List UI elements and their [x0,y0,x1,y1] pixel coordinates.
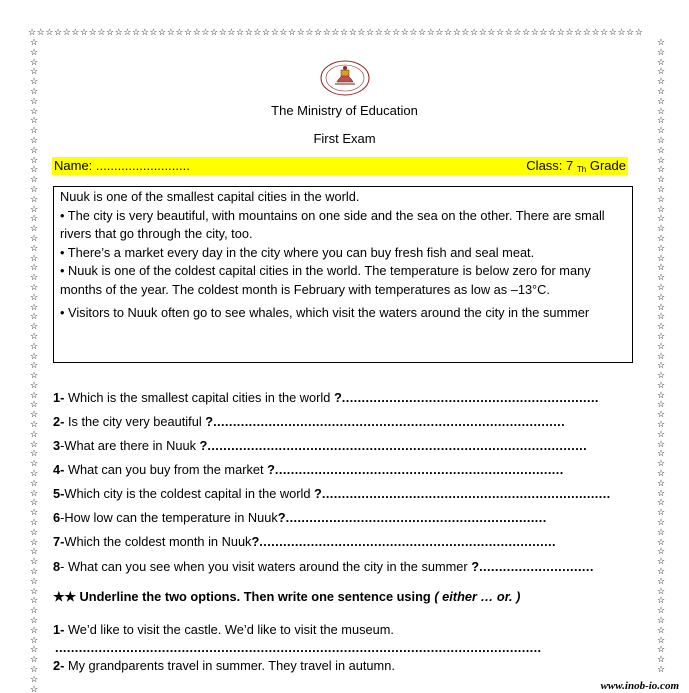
question-number: 6 [53,510,61,525]
question-4 [53,462,631,478]
exercise-item-1 [53,622,631,638]
question-text: Which city is the coldest capital in the world [64,486,315,501]
footer-watermark-url[interactable]: www.inob-io.com [600,680,679,692]
question-mark: ? [277,510,286,525]
answer-blank[interactable]: ................................................................................................ [207,438,588,453]
question-number: 1- [53,390,65,405]
question-mark: ? [251,534,260,549]
class-field [526,157,626,177]
question-mark: ? [333,390,342,405]
answer-blank[interactable]: ......................................................................... [321,486,611,501]
class-grade-word: Grade [589,158,626,173]
question-number: 4- [53,462,65,477]
exercise-text: My grandparents travel in summer. They travel in autumn. [64,658,395,673]
answer-blank[interactable]: ......................................................................................... [213,414,566,429]
exam-title: First Exam [313,131,376,146]
right-star-border: ☆ ☆ ☆ ☆ ☆ ☆ ☆ ☆ ☆ ☆ ☆ ☆ ☆ ☆ ☆ ☆ ☆ ☆ ☆ ☆ ☆ ☆ ☆ ☆ ☆ ☆ ☆ ☆ ☆ ☆ ☆ ☆ ☆ ☆ ☆ ☆ ☆ ☆ ☆ ☆ ☆ ☆ ☆ ☆ ☆ ☆ ☆ ☆ ☆ ☆ ☆ ☆ ☆ ☆ ☆ ☆ ☆ ☆ ☆ ☆ ☆ ☆ ☆ ☆ ☆ [656,38,666,674]
name-field-label: Name: .......................... [54,158,190,173]
question-6 [53,510,631,526]
student-info-bar [52,157,628,175]
answer-blank[interactable]: ................................................................. [341,390,599,405]
answer-blank[interactable]: .................................................................. [285,510,547,525]
either-or-hint: ( either … or. ) [434,589,521,604]
passage-line: Nuuk is one of the smallest capital cities in the world. [60,189,360,204]
question-text: Which the coldest month in Nuuk [64,534,252,549]
question-mark: ? [267,462,275,477]
left-star-border: ☆ ☆ ☆ ☆ ☆ ☆ ☆ ☆ ☆ ☆ ☆ ☆ ☆ ☆ ☆ ☆ ☆ ☆ ☆ ☆ ☆ ☆ ☆ ☆ ☆ ☆ ☆ ☆ ☆ ☆ ☆ ☆ ☆ ☆ ☆ ☆ ☆ ☆ ☆ ☆ ☆ ☆ ☆ ☆ ☆ ☆ ☆ ☆ ☆ ☆ ☆ ☆ ☆ ☆ ☆ ☆ ☆ ☆ ☆ ☆ ☆ ☆ ☆ ☆ ☆ ☆ ☆ [29,38,39,693]
class-label: Class: 7 [526,158,574,173]
question-number: 8 [53,559,61,574]
question-number: 7- [53,534,65,549]
question-2 [53,414,631,430]
exercise-number: 1- [53,622,65,637]
question-text: -How low can the temperature in Nuuk [60,510,278,525]
question-7 [53,534,631,550]
answer-blank[interactable]: ........................................................................................................................... [55,640,542,655]
exercise-number: 2- [53,658,65,673]
question-text: - What can you see when you visit waters around the city in the summer [60,559,472,574]
section-2-heading [53,589,520,605]
question-number: 2- [53,414,65,429]
ministry-title: The Ministry of Education [271,103,418,118]
passage-line: • The city is very beautiful, with mountains on one side and the sea on the other. There are small rivers that go through the city, too. [60,207,605,241]
question-text: What can you buy from the market [64,462,268,477]
question-3 [53,438,631,454]
exercise-text: We’d like to visit the castle. We’d like to visit the museum. [64,622,394,637]
question-mark: ? [199,438,208,453]
passage-line: • Visitors to Nuuk often go to see whales, which visit the waters around the city in the summer [60,305,590,320]
answer-blank[interactable]: ........................................................................... [259,534,556,549]
question-number: 3 [53,438,61,453]
class-superscript: Th [576,165,587,174]
answer-blank[interactable]: ............................. [479,559,594,574]
question-mark: ? [314,486,322,501]
section-2-instruction: Underline the two options. Then write one sentence using [75,589,435,604]
question-mark: ? [205,414,214,429]
ministry-seal-icon [317,58,373,98]
exercise-answer-line-1 [53,640,631,656]
question-text: Which is the smallest capital cities in the world [64,390,334,405]
passage-line: • Nuuk is one of the coldest capital cities in the world. The temperature is below zero for many months of the year. The coldest month is February with temperatures as low as –13°C. [60,263,591,297]
question-number: 5- [53,486,65,501]
question-text: Is the city very beautiful [64,414,206,429]
answer-blank[interactable]: ......................................................................... [274,462,564,477]
question-1 [53,390,631,406]
question-text: -What are there in Nuuk [60,438,200,453]
question-8 [53,559,631,575]
question-mark: ? [471,559,480,574]
star-bullets-icon: ★★ [53,589,76,604]
top-star-border: ☆☆☆☆☆☆☆☆☆☆☆☆☆☆☆☆☆☆☆☆☆☆☆☆☆☆☆☆☆☆☆☆☆☆☆☆☆☆☆☆☆☆☆☆☆☆☆☆☆☆☆☆☆☆☆☆☆☆☆☆☆☆☆☆☆☆☆☆☆☆☆ [28,27,644,37]
reading-passage [53,186,633,363]
passage-line: • There’s a market every day in the city where you can buy fresh fish and seal meat. [60,244,535,260]
question-5 [53,486,631,502]
exercise-item-2 [53,658,631,674]
